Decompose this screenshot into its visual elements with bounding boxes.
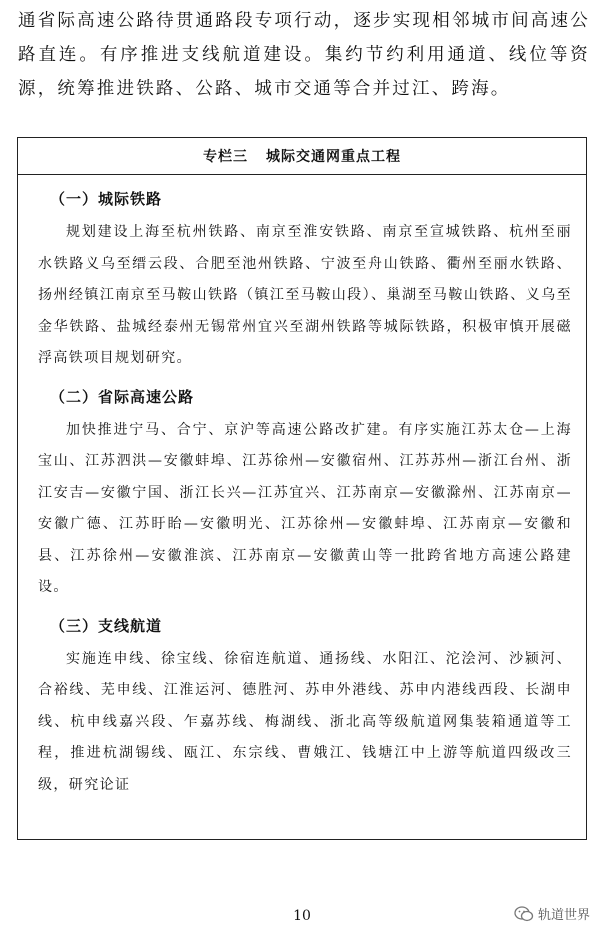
section-body-waterway: 实施连申线、徐宝线、徐宿连航道、通扬线、水阳江、沱浍河、沙颍河、合裕线、芜申线、江淮运河、德胜河、苏申外港线、苏申内港线西段、长湖申线、杭申线嘉兴段、乍嘉苏线、梅湖线、浙北高等级航道网集装箱通道等工程，推进杭湖锡线、瓯江、东宗线、曹娥江、钱塘江中上游等航道四级改三级，研究论证	[38, 650, 572, 793]
intro-text-block	[18, 4, 590, 106]
wechat-icon	[514, 906, 534, 922]
section-heading-waterway: （三）支线航道	[50, 616, 163, 635]
section-heading-intercity-rail: （一）城际铁路	[50, 190, 163, 208]
watermark-text: 轨道世界	[537, 908, 590, 923]
box-title	[18, 138, 586, 175]
page-number: 10	[293, 908, 311, 924]
box-title-text: 城际交通网重点工程	[266, 149, 401, 165]
section-heading-expressway: （二）省际高速公路	[50, 387, 195, 406]
feature-box	[17, 137, 587, 840]
intro-paragraph: 通省际高速公路待贯通路段专项行动，逐步实现相邻城市间高速公路直连。有序推进支线航道建设。集约节约利用通道、线位等资源，统筹推进铁路、公路、城市交通等合并过江、跨海。	[18, 11, 590, 99]
watermark	[514, 904, 590, 923]
box-content	[18, 175, 586, 801]
box-title-label: 专栏三	[203, 149, 248, 165]
section-body-intercity-rail: 规划建设上海至杭州铁路、南京至淮安铁路、南京至宣城铁路、杭州至丽水铁路义乌至缙云段、合肥至池州铁路、宁波至舟山铁路、衢州至丽水铁路、扬州经镇江南京至马鞍山铁路（镇江至马鞍山段）、巢湖至马鞍山铁路、义乌至金华铁路、盐城经泰州无锡常州宜兴至湖州铁路等城际铁路，积极审慎开展磁浮高铁项目规划研究。	[38, 224, 572, 366]
section-body-expressway: 加快推进宁马、合宁、京沪等高速公路改扩建。有序实施江苏太仓—上海宝山、江苏泗洪—安徽蚌埠、江苏徐州—安徽宿州、江苏苏州—浙江台州、浙江安吉—安徽宁国、浙江长兴—江苏宜兴、江苏南京—安徽滁州、江苏南京—安徽广德、江苏盱眙—安徽明光、江苏徐州—安徽蚌埠、江苏南京—安徽和县、江苏徐州—安徽淮滨、江苏南京—安徽黄山等一批跨省地方高速公路建设。	[38, 421, 572, 595]
